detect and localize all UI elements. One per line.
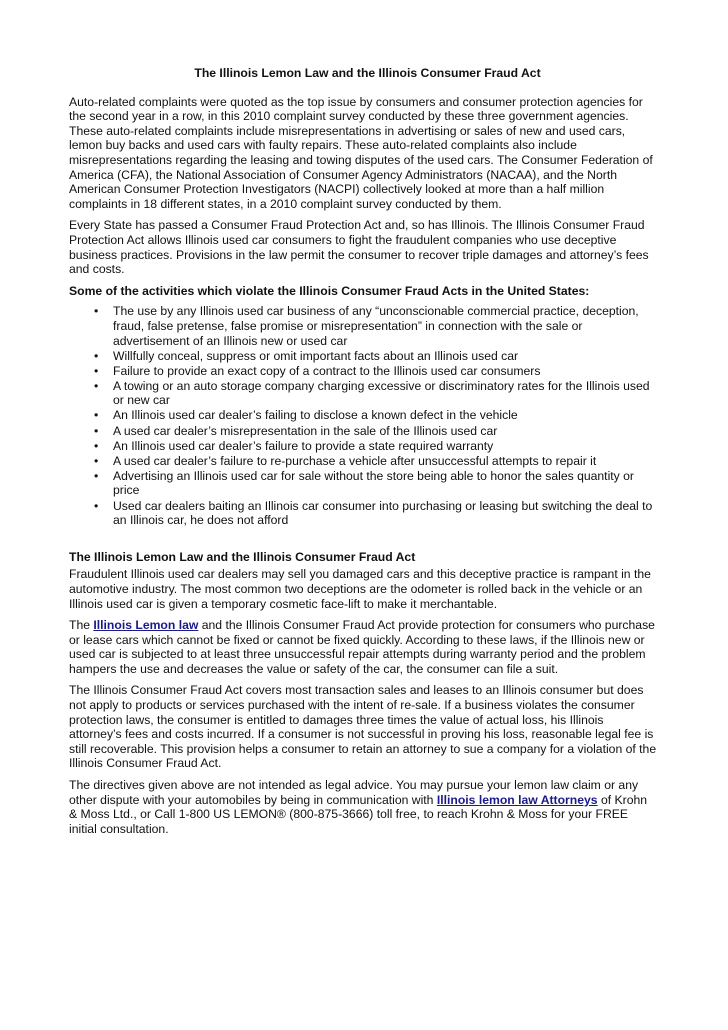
list-item-text: A towing or an auto storage company charging excessive or discriminatory rates for the Illinois used or new car <box>113 378 650 408</box>
text-segment: of Krohn & Moss Ltd., or Call 1-800 US LEMON® (800-875-3666) toll free, to reach Krohn & Moss for your FREE initial consultation. <box>69 792 648 836</box>
bullet-icon: • <box>94 453 99 468</box>
illinois-lemon-law-link[interactable]: Illinois Lemon law <box>93 618 199 633</box>
list-item-text: The use by any Illinois used car business of any “unconscionable commercial practice, deception, fraud, false pretense, false promise or misrepresentation” in connection with the sale or advertisement of an Illinois new or used car <box>113 304 639 348</box>
bullet-icon: • <box>94 378 99 393</box>
bullet-icon: • <box>94 438 99 453</box>
section-heading: The Illinois Lemon Law and the Illinois Consumer Fraud Act <box>69 549 416 564</box>
text-segment: The <box>69 618 94 633</box>
text-segment: and the Illinois Consumer Fraud Act provide protection for consumers who purchase or lease cars which cannot be fixed or cannot be fixed quickly. According to these laws, if the Illinois new or used car is subjected to at least three unsuccessful repair attempts during warranty period and the problem hampers the use and decreases the value or safety of the car, the consumer can file a suit. <box>69 618 655 676</box>
bullet-icon: • <box>94 468 99 483</box>
paragraph-complaint-survey: Auto-related complaints were quoted as the top issue by consumers and consumer protection agencies for the second year in a row, in this 2010 complaint survey conducted by these three government agencies. These auto-related complaints include misrepresentations in advertising or sales of new and used cars, lemon buy backs and used cars with faulty repairs. These auto-related complaints also include misrepresentations regarding the leasing and towing disputes of the used cars. The Consumer Federation of America (CFA), the National Association of Consumer Agency Administrators (NACAA), and the North American Consumer Protection Investigators (NACPI) collectively looked at more than a half million complaints in 18 different states, in a 2010 complaint survey conducted by them. <box>69 94 653 211</box>
list-item <box>94 348 658 364</box>
list-item-text: An Illinois used car dealer’s failure to provide a state required warranty <box>113 438 494 453</box>
bullet-icon: • <box>94 498 99 513</box>
list-item <box>94 363 658 379</box>
bullet-icon: • <box>94 348 99 363</box>
list-item-text: Advertising an Illinois used car for sale without the store being able to honor the sales quantity or price <box>113 468 634 498</box>
text-segment: The directives given above are not intended as legal advice. You may pursue your lemon law claim or any other dispute with your automobiles by being in communication with <box>69 778 639 807</box>
list-item <box>94 378 658 408</box>
activities-heading: Some of the activities which violate the Illinois Consumer Fraud Acts in the United States: <box>69 283 590 298</box>
list-item <box>94 498 658 528</box>
list-item-text: Used car dealers baiting an Illinois car consumer into purchasing or leasing but switching the deal to an Illinois car, he does not afford <box>113 498 653 528</box>
paragraph-fraud-act-coverage: The Illinois Consumer Fraud Act covers most transaction sales and leases to an Illinois consumer but does not apply to products or services purchased with the intent of re-sale. If a business violates the consumer protection laws, the consumer is entitled to damages three times the value of actual loss, his Illinois attorney’s fees and costs incurred. If a consumer is not successful in proving his loss, reasonable legal fee is still recoverable. This provision helps a consumer to retain an attorney to sue a company for a violation of the Illinois Consumer Fraud Act. <box>69 683 657 771</box>
list-item <box>94 453 658 469</box>
list-item-text: Failure to provide an exact copy of a contract to the Illinois used car consumers <box>113 363 541 378</box>
lemon-law-attorneys-link[interactable]: Illinois lemon law Attorneys <box>436 792 598 807</box>
bullet-icon: • <box>94 304 99 319</box>
list-item <box>94 304 658 348</box>
list-item-text: Willfully conceal, suppress or omit important facts about an Illinois used car <box>113 348 519 363</box>
paragraph-consumer-fraud-act: Every State has passed a Consumer Fraud Protection Act and, so has Illinois. The Illinois Consumer Fraud Protection Act allows Illinois used car consumers to fight the fraudulent companies who use deceptive business practices. Provisions in the law permit the consumer to recover triple damages and attorney’s fees and costs. <box>69 218 649 277</box>
list-item-text: An Illinois used car dealer’s failing to disclose a known defect in the vehicle <box>113 408 518 423</box>
bullet-icon: • <box>94 408 99 423</box>
list-item-text: A used car dealer’s misrepresentation in the sale of the Illinois used car <box>113 423 498 438</box>
list-item <box>94 438 658 454</box>
paragraph-lemon-law <box>69 618 658 676</box>
list-item-text: A used car dealer’s failure to re-purchase a vehicle after unsuccessful attempts to repair it <box>113 453 597 468</box>
bullet-icon: • <box>94 363 99 378</box>
list-item <box>94 468 658 498</box>
paragraph-legal-advice <box>69 778 658 836</box>
paragraph-deceptive-dealers: Fraudulent Illinois used car dealers may sell you damaged cars and this deceptive practice is rampant in the automotive industry. The most common two deceptions are the odometer is rolled back in the vehicle or an Illinois used car is given a temporary cosmetic face-lift to make it merchantable. <box>69 567 651 611</box>
bullet-icon: • <box>94 423 99 438</box>
list-item <box>94 408 658 423</box>
activities-list <box>69 304 658 527</box>
list-item <box>94 423 658 439</box>
document-title: The Illinois Lemon Law and the Illinois Consumer Fraud Act <box>194 66 541 80</box>
